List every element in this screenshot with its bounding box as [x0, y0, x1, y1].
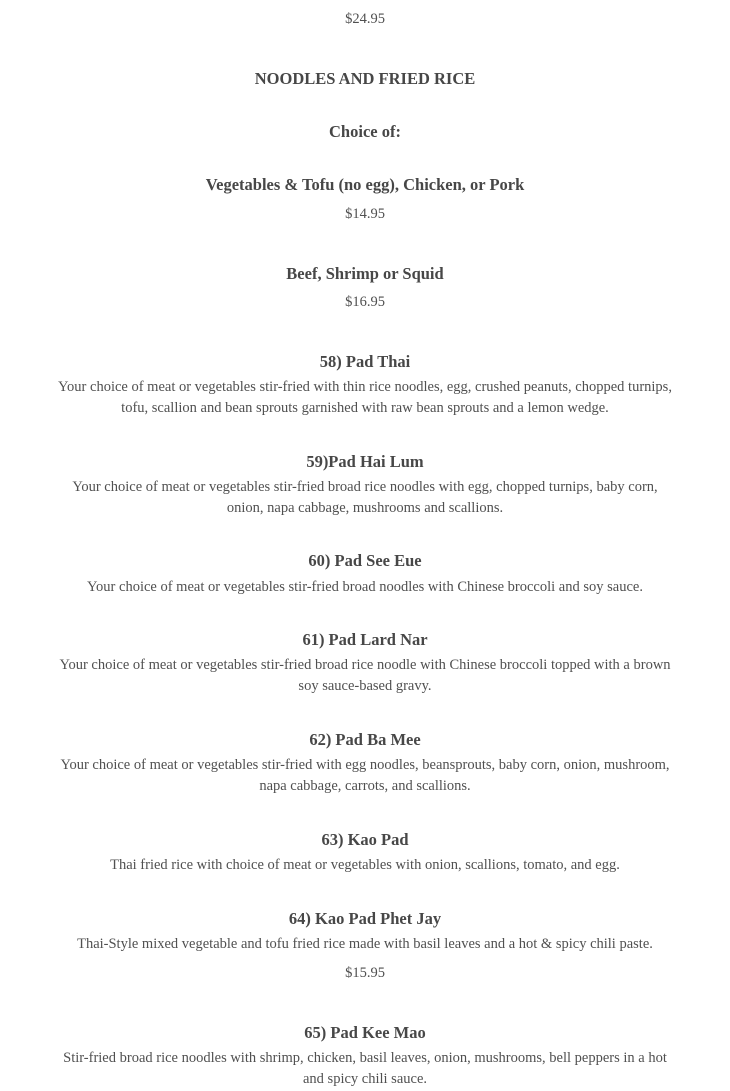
desc-line: Thai fried rice with choice of meat or vegetables with onion, scallions, tomato, and egg. — [110, 857, 620, 873]
item-title-pad-see-eue: 60) Pad See Eue — [308, 551, 422, 570]
option-price-veg-chicken-pork: $14.95 — [345, 206, 385, 222]
desc-line: Your choice of meat or vegetables stir-fried with egg noodles, beansprouts, baby corn, onion, mushroom, — [60, 757, 670, 773]
item-title-pad-lard-nar: 61) Pad Lard Nar — [302, 630, 428, 649]
item-desc-pad-lard-nar — [24, 655, 706, 697]
choice-label: Choice of: — [329, 122, 401, 141]
item-title-pad-kee-mao: 65) Pad Kee Mao — [304, 1023, 426, 1042]
item-price-kao-pad-phet-jay: $15.95 — [345, 965, 385, 981]
desc-line: and spicy chili sauce. — [302, 1071, 427, 1087]
desc-line: Stir-fried broad rice noodles with shrimp, chicken, basil leaves, onion, mushrooms, bell peppers in a hot — [63, 1050, 667, 1066]
item-desc-pad-thai — [24, 377, 706, 419]
option-price-beef-shrimp-squid: $16.95 — [345, 294, 385, 310]
desc-line: Your choice of meat or vegetables stir-fried broad rice noodle with Chinese broccoli topped with a brown — [59, 657, 671, 673]
top-price: $24.95 — [345, 11, 385, 27]
desc-line: tofu, scallion and bean sprouts garnished with raw bean sprouts and a lemon wedge. — [121, 400, 609, 416]
item-title-kao-pad: 63) Kao Pad — [321, 830, 409, 849]
desc-line: Your choice of meat or vegetables stir-fried with thin rice noodles, egg, crushed peanuts, chopped turnips, — [58, 379, 672, 395]
desc-line: Your choice of meat or vegetables stir-fried broad noodles with Chinese broccoli and soy sauce. — [87, 579, 643, 595]
desc-line: Your choice of meat or vegetables stir-fried broad rice noodles with egg, chopped turnips, baby corn, — [72, 479, 658, 495]
item-desc-kao-pad — [24, 855, 706, 876]
item-desc-kao-pad-phet-jay — [24, 934, 706, 955]
desc-line: napa cabbage, carrots, and scallions. — [259, 778, 471, 794]
item-title-kao-pad-phet-jay: 64) Kao Pad Phet Jay — [288, 909, 442, 928]
desc-line: Thai-Style mixed vegetable and tofu fried rice made with basil leaves and a hot & spicy chili paste. — [77, 936, 653, 952]
item-title-pad-thai: 58) Pad Thai — [319, 352, 411, 371]
item-desc-pad-kee-mao — [24, 1048, 706, 1090]
desc-line: onion, napa cabbage, mushrooms and scallions. — [226, 500, 504, 516]
option-label-beef-shrimp-squid: Beef, Shrimp or Squid — [286, 264, 444, 283]
item-title-pad-hai-lum: 59)Pad Hai Lum — [306, 452, 424, 471]
option-label-veg-chicken-pork: Vegetables & Tofu (no egg), Chicken, or Pork — [205, 175, 525, 194]
section-title: NOODLES AND FRIED RICE — [254, 69, 476, 88]
item-desc-pad-hai-lum — [24, 477, 706, 519]
desc-line: soy sauce-based gravy. — [298, 678, 432, 694]
item-title-pad-ba-mee: 62) Pad Ba Mee — [309, 730, 421, 749]
item-desc-pad-ba-mee — [24, 755, 706, 797]
item-desc-pad-see-eue — [24, 577, 706, 598]
